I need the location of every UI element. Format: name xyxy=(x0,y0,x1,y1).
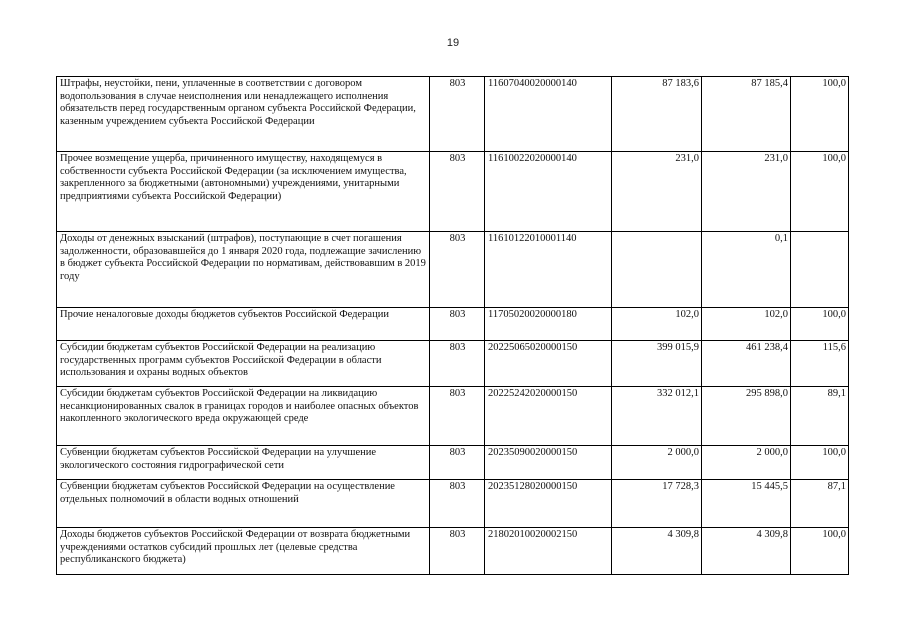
table-row xyxy=(57,232,849,308)
table-row xyxy=(57,308,849,341)
revenue-table xyxy=(56,76,849,575)
table-row xyxy=(57,77,849,152)
planned-amount-cell: 231,0 xyxy=(612,152,702,232)
percent-cell xyxy=(791,232,849,308)
budget-code-cell: 11610122010001140 xyxy=(485,232,612,308)
admin-code-cell: 803 xyxy=(430,341,485,387)
table-row xyxy=(57,341,849,387)
actual-amount-cell: 295 898,0 xyxy=(702,387,791,446)
budget-code-cell: 11607040020000140 xyxy=(485,77,612,152)
revenue-name-cell: Субсидии бюджетам субъектов Российской Федерации на ликвидацию несанкционированных свалок в границах городов и наиболее опасных объектов накопленного экологического вреда окружающей среде xyxy=(57,387,430,446)
planned-amount-cell xyxy=(612,232,702,308)
page-number: 19 xyxy=(446,37,460,49)
percent-cell: 89,1 xyxy=(791,387,849,446)
admin-code-cell: 803 xyxy=(430,77,485,152)
revenue-name-cell: Субвенции бюджетам субъектов Российской Федерации на осуществление отдельных полномочий в области водных отношений xyxy=(57,480,430,528)
table-row xyxy=(57,480,849,528)
budget-code-cell: 20235128020000150 xyxy=(485,480,612,528)
planned-amount-cell: 87 183,6 xyxy=(612,77,702,152)
revenue-name-cell: Прочее возмещение ущерба, причиненного имуществу, находящемуся в собственности субъекта Российской Федерации (за исключением имущества, закрепленного за бюджетными (автономными) учреждениями, унитарными предприятиями субъекта Российской Федерации) xyxy=(57,152,430,232)
percent-cell: 100,0 xyxy=(791,528,849,575)
percent-cell: 100,0 xyxy=(791,308,849,341)
planned-amount-cell: 17 728,3 xyxy=(612,480,702,528)
actual-amount-cell: 87 185,4 xyxy=(702,77,791,152)
percent-cell: 100,0 xyxy=(791,152,849,232)
budget-code-cell: 20235090020000150 xyxy=(485,446,612,480)
actual-amount-cell: 15 445,5 xyxy=(702,480,791,528)
table-row xyxy=(57,152,849,232)
planned-amount-cell: 399 015,9 xyxy=(612,341,702,387)
table-row xyxy=(57,446,849,480)
admin-code-cell: 803 xyxy=(430,308,485,341)
percent-cell: 100,0 xyxy=(791,77,849,152)
admin-code-cell: 803 xyxy=(430,480,485,528)
percent-cell: 87,1 xyxy=(791,480,849,528)
budget-code-cell: 20225065020000150 xyxy=(485,341,612,387)
revenue-name-cell: Доходы бюджетов субъектов Российской Федерации от возврата бюджетными учреждениями остатков субсидий прошлых лет (целевые средства республиканского бюджета) xyxy=(57,528,430,575)
revenue-name-cell: Субсидии бюджетам субъектов Российской Федерации на реализацию государственных программ субъектов Российской Федерации в области использования и охраны водных объектов xyxy=(57,341,430,387)
revenue-name-cell: Прочие неналоговые доходы бюджетов субъектов Российской Федерации xyxy=(57,308,430,341)
percent-cell: 115,6 xyxy=(791,341,849,387)
admin-code-cell: 803 xyxy=(430,446,485,480)
actual-amount-cell: 0,1 xyxy=(702,232,791,308)
actual-amount-cell: 102,0 xyxy=(702,308,791,341)
admin-code-cell: 803 xyxy=(430,528,485,575)
actual-amount-cell: 2 000,0 xyxy=(702,446,791,480)
planned-amount-cell: 4 309,8 xyxy=(612,528,702,575)
table-row xyxy=(57,387,849,446)
budget-code-cell: 20225242020000150 xyxy=(485,387,612,446)
actual-amount-cell: 461 238,4 xyxy=(702,341,791,387)
budget-code-cell: 21802010020002150 xyxy=(485,528,612,575)
admin-code-cell: 803 xyxy=(430,232,485,308)
budget-code-cell: 11705020020000180 xyxy=(485,308,612,341)
planned-amount-cell: 102,0 xyxy=(612,308,702,341)
admin-code-cell: 803 xyxy=(430,152,485,232)
revenue-name-cell: Субвенции бюджетам субъектов Российской Федерации на улучшение экологического состояния гидрографической сети xyxy=(57,446,430,480)
percent-cell: 100,0 xyxy=(791,446,849,480)
actual-amount-cell: 231,0 xyxy=(702,152,791,232)
revenue-name-cell: Доходы от денежных взысканий (штрафов), поступающие в счет погашения задолженности, образовавшейся до 1 января 2020 года, подлежащие зачислению в бюджет субъекта Российской Федерации по нормативам, действовавшим в 2019 году xyxy=(57,232,430,308)
admin-code-cell: 803 xyxy=(430,387,485,446)
planned-amount-cell: 2 000,0 xyxy=(612,446,702,480)
planned-amount-cell: 332 012,1 xyxy=(612,387,702,446)
revenue-name-cell: Штрафы, неустойки, пени, уплаченные в соответствии с договором водопользования в случае неисполнения или ненадлежащего исполнения обязательств перед государственным органом субъекта Российской Федерации, казенным учреждением субъекта Российской Федерации xyxy=(57,77,430,152)
actual-amount-cell: 4 309,8 xyxy=(702,528,791,575)
budget-code-cell: 11610022020000140 xyxy=(485,152,612,232)
table-row xyxy=(57,528,849,575)
